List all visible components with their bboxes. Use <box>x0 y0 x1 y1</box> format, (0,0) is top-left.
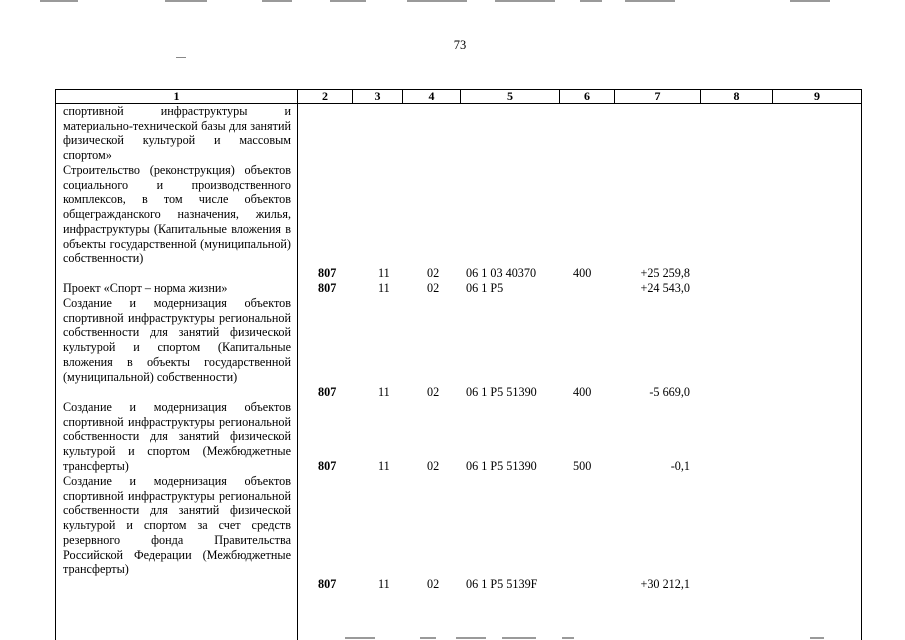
page-number: 73 <box>453 38 467 52</box>
scan-artifact <box>165 0 207 2</box>
row-vr: 500 <box>573 459 592 473</box>
budget-table <box>55 89 862 640</box>
row-csr: 06 1 Р5 51390 <box>466 385 537 399</box>
row-ved: 807 <box>318 266 337 280</box>
row-rz: 11 <box>378 385 390 399</box>
row-sum: -5 669,0 <box>649 385 690 399</box>
row-rz: 11 <box>378 266 390 280</box>
row-ved: 807 <box>318 385 337 399</box>
row-name: Строительство (реконструкция) объектов социального и производственного комплексов, в том числе объектов общегражданского назначения, жилья, инфраструктуры (Капитальные вложения в объекты государственной (муниципальной) собственности) <box>63 163 291 266</box>
row-rz: 11 <box>378 459 390 473</box>
column-header-5: 5 <box>460 90 559 103</box>
row-sum: +24 543,0 <box>640 281 690 295</box>
column-header-9: 9 <box>772 90 861 103</box>
row-name: спортивной инфраструктуры и материально-технической базы для занятий физической культурой и массовым спортом» <box>63 104 291 163</box>
row-pr: 02 <box>427 281 440 295</box>
row-ved: 807 <box>318 577 337 591</box>
column-header-2: 2 <box>297 90 352 103</box>
row-ved: 807 <box>318 459 337 473</box>
row-sum: -0,1 <box>670 459 690 473</box>
row-pr: 02 <box>427 266 440 280</box>
row-rz: 11 <box>378 281 390 295</box>
scan-mark <box>176 57 186 58</box>
row-name: Создание и модернизация объектов спортивной инфраструктуры региональной собственности для занятий физической культурой и спортом (Капитальные вложения в объекты государственной (муниципальной) собственности) <box>63 296 291 384</box>
row-name: Проект «Спорт – норма жизни» <box>63 281 228 295</box>
row-name: Создание и модернизация объектов спортивной инфраструктуры региональной собственности для занятий физической культурой и спортом за счет средств резервного фонда Правительства Российской Федерации (Межбюджетные трансферты) <box>63 474 291 577</box>
scan-artifact <box>40 0 78 2</box>
column-divider <box>297 103 298 640</box>
row-sum: +30 212,1 <box>640 577 690 591</box>
row-rz: 11 <box>378 577 390 591</box>
column-header-8: 8 <box>700 90 772 103</box>
scan-artifact <box>330 0 366 2</box>
row-pr: 02 <box>427 577 440 591</box>
row-csr: 06 1 Р5 5139F <box>466 577 538 591</box>
row-pr: 02 <box>427 385 440 399</box>
row-pr: 02 <box>427 459 440 473</box>
column-header-1: 1 <box>173 89 180 103</box>
scan-artifact <box>580 0 602 2</box>
row-sum: +25 259,8 <box>640 266 690 280</box>
row-vr: 400 <box>573 266 592 280</box>
row-csr: 06 1 Р5 <box>466 281 504 295</box>
scan-artifact <box>262 0 292 2</box>
scan-artifact <box>495 0 555 2</box>
scan-artifact <box>790 0 830 2</box>
column-header-7: 7 <box>614 90 700 103</box>
row-csr: 06 1 03 40370 <box>466 266 537 280</box>
column-header-6: 6 <box>559 90 614 103</box>
row-ved: 807 <box>318 281 337 295</box>
column-header-3: 3 <box>352 90 402 103</box>
row-csr: 06 1 Р5 51390 <box>466 459 537 473</box>
row-name: Создание и модернизация объектов спортивной инфраструктуры региональной собственности для занятий физической культурой и спортом (Межбюджетные трансферты) <box>63 400 291 473</box>
row-vr: 400 <box>573 385 592 399</box>
column-header-4: 4 <box>402 90 460 103</box>
scan-artifact <box>407 0 467 2</box>
scan-artifact <box>625 0 675 2</box>
table-header-row <box>56 89 861 104</box>
